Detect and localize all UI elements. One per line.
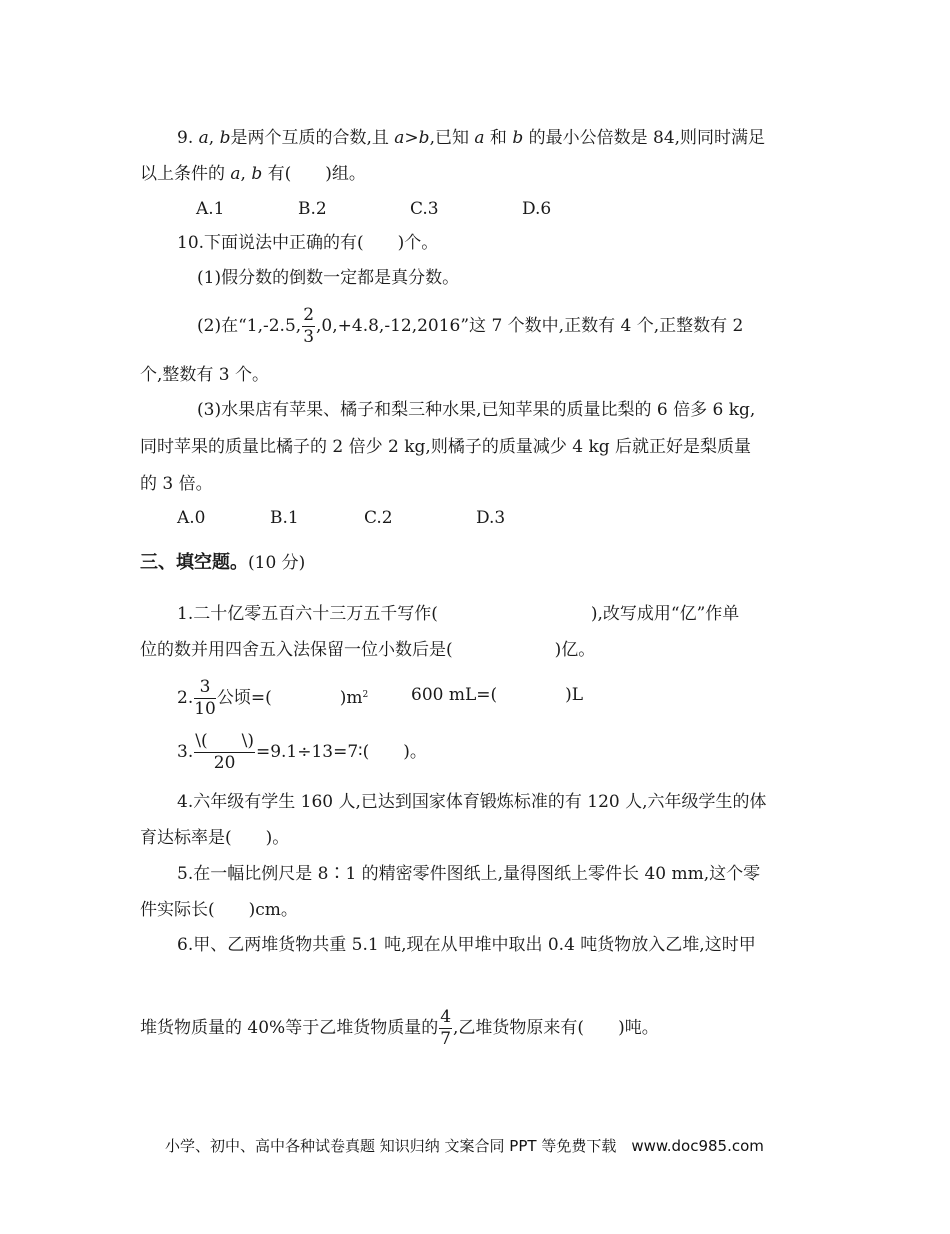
q10-option-c: C.2: [364, 508, 393, 528]
q10-statement-3-line-1: (3)水果店有苹果、橘子和梨三种水果,已知苹果的质量比梨的 6 倍多 6 kg,: [197, 400, 756, 420]
q10-statement-2-cont: 个,整数有 3 个。: [140, 365, 270, 385]
q9-option-b: B.2: [298, 199, 327, 219]
q10-statement-3-line-3: 的 3 倍。: [140, 474, 213, 494]
q9-line-1: 9. a, b是两个互质的合数,且 a>b,已知 a 和 b 的最小公倍数是 84,则同时满足: [177, 128, 766, 148]
q9-option-d: D.6: [522, 199, 552, 219]
fill-q2-fraction: $\frac{3}{10}$: [194, 677, 216, 719]
fill-q5-line-2: 件实际长( )cm。: [140, 900, 298, 920]
fill-q4-line-2: 育达标率是( )。: [140, 828, 290, 848]
fill-q1-line-1: 1.二十亿零五百六十三万五千写作( ),改写成用“亿”作单: [177, 604, 740, 624]
section-points: (10 分): [248, 553, 306, 573]
fill-q6-line-1: 6.甲、乙两堆货物共重 5.1 吨,现在从甲堆中取出 0.4 吨货物放入乙堆,这时甲: [177, 935, 756, 955]
fill-q4-line-1: 4.六年级有学生 160 人,已达到国家体育锻炼标准的有 120 人,六年级学生的体: [177, 792, 767, 812]
q9-option-a: A.1: [196, 199, 225, 219]
q10-stem: 10.下面说法中正确的有( )个。: [177, 233, 439, 253]
q10-option-d: D.3: [476, 508, 506, 528]
section-heading: [140, 551, 305, 575]
section-title: 三、填空题。: [140, 552, 248, 573]
q10-option-a: A.0: [177, 508, 206, 528]
fill-q3: 3. $\frac{\backslash( \backslash)}{20}$ =9.1÷13=7∶( )。: [177, 731, 427, 773]
page-footer: 小学、初中、高中各种试卷真题 知识归纳 文案合同 PPT 等免费下载 www.doc985.com: [165, 1137, 764, 1155]
q10-statement-1: (1)假分数的倒数一定都是真分数。: [197, 268, 460, 288]
fill-q6-line-2: 堆货物质量的 40%等于乙堆货物质量的 $\frac{4}{7}$ ,乙堆货物原来有( )吨。: [140, 1007, 659, 1049]
square-meter-superscript: 2: [362, 690, 369, 700]
q9-option-c: C.3: [410, 199, 439, 219]
q10-option-b: B.1: [270, 508, 299, 528]
fill-q2: 2. $\frac{3}{10}$ 公顷=( )$m^2$: [177, 677, 369, 719]
fill-q3-fraction: $\frac{\backslash( \backslash)}{20}$: [195, 731, 254, 773]
q10-statement-3-line-2: 同时苹果的质量比橘子的 2 倍少 2 kg,则橘子的质量减少 4 kg 后就正好是梨质量: [140, 437, 752, 457]
fill-q5-line-1: 5.在一幅比例尺是 8∶1 的精密零件图纸上,量得图纸上零件长 40 mm,这个零: [177, 864, 761, 884]
q10-fraction: $\frac{2}{3}$: [303, 305, 315, 347]
fill-q2-part-2: 600 mL=( )L: [411, 685, 584, 705]
fill-q1-line-2: 位的数并用四舍五入法保留一位小数后是( )亿。: [140, 640, 596, 660]
fill-q6-fraction: $\frac{4}{7}$: [440, 1007, 452, 1049]
q9-line-2: 以上条件的 a, b 有( )组。: [140, 164, 366, 184]
q10-statement-2: (2)在“1,-2.5, $\frac{2}{3}$ ,0,+4.8,-12,2016”这 7 个数中,正数有 4 个,正整数有 2: [197, 305, 744, 347]
q9-number: 9.: [177, 128, 194, 148]
